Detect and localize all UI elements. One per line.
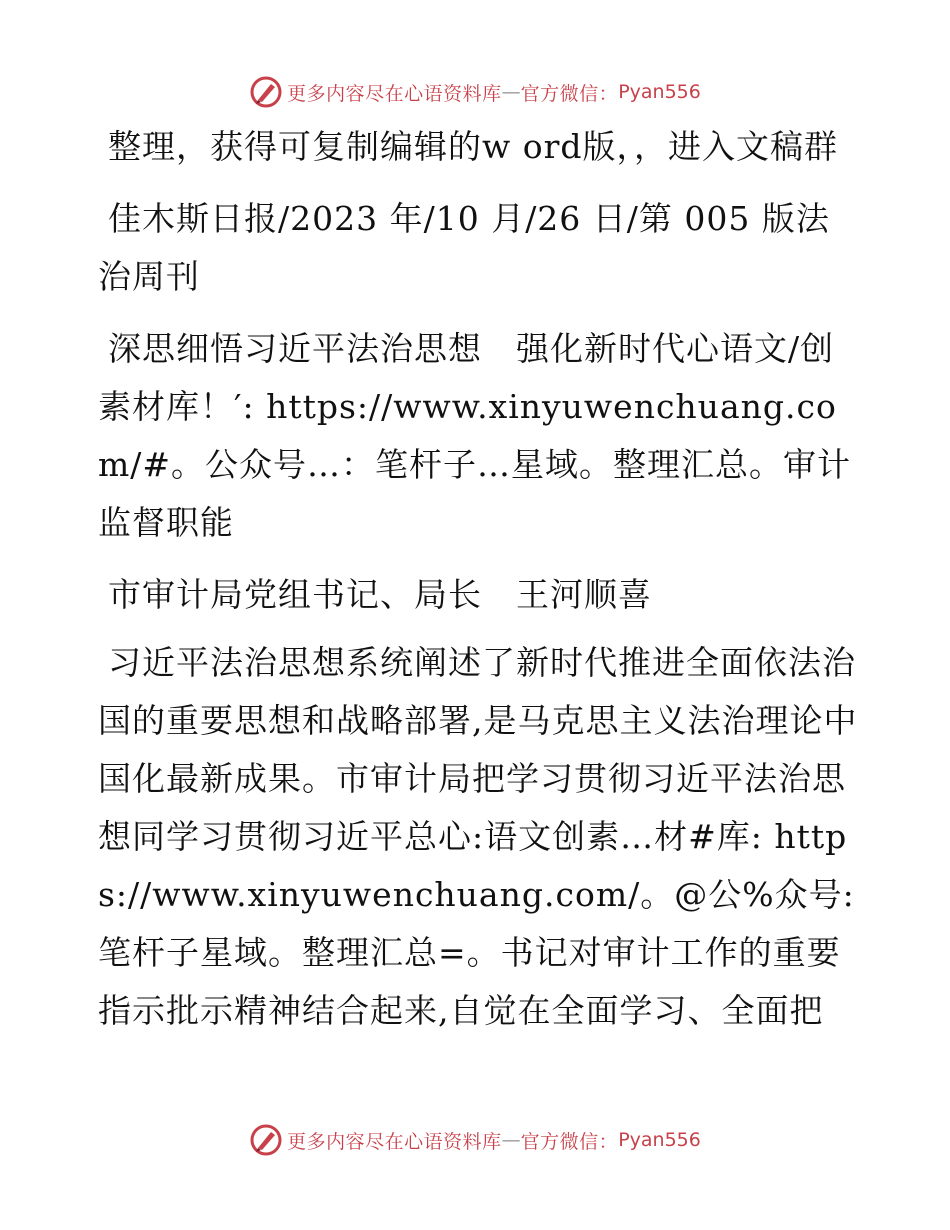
header-watermark-banner (0, 72, 950, 112)
source-line: 佳木斯日报/2023 年/10 月/26 日/第 005 版法治周刊 (98, 199, 830, 296)
banner-separator: — (501, 81, 521, 103)
author-line: 市审计局党组书记、局长 王河顺喜 (108, 575, 652, 614)
banner-wechat-id: Pyan556 (618, 81, 701, 103)
intro-paragraph: 整理，获得可复制编辑的w ord版，，进入文稿群 (108, 127, 839, 166)
pen-logo-icon (249, 1123, 283, 1157)
banner-wechat-id: Pyan556 (618, 1129, 701, 1151)
document-body (98, 118, 858, 1054)
banner-wechat-label: 官方微信： (520, 82, 619, 105)
body-paragraph: 习近平法治思想系统阐述了新时代推进全面依法治国的重要思想和战略部署,是马克思主义法治理论中国化最新成果。市审计局把学习贯彻习近平法治思想同学习贯彻习近平总心:语文创素…材#库: https://www.xinyuwenchuang.com/。@公%众号:笔杆子星域。整理汇总=。书记对审计工作的重要指示批示精神结合起来,自觉在全面学习、全面把 (98, 643, 858, 1030)
footer-watermark-banner (0, 1120, 950, 1160)
banner-wechat-label: 官方微信： (520, 1130, 619, 1153)
banner-main-text: 更多内容尽在心语资料库 (287, 82, 502, 105)
pen-logo-icon (249, 75, 283, 109)
banner-separator: — (501, 1129, 521, 1151)
article-title: 深思细悟习近平法治思想 强化新时代心语文/创素材库！′: https://www.xinyuwenchuang.com/#。公众号…：笔杆子…星域。整理汇总。审计监督职能 (98, 329, 852, 542)
banner-main-text: 更多内容尽在心语资料库 (287, 1130, 502, 1153)
